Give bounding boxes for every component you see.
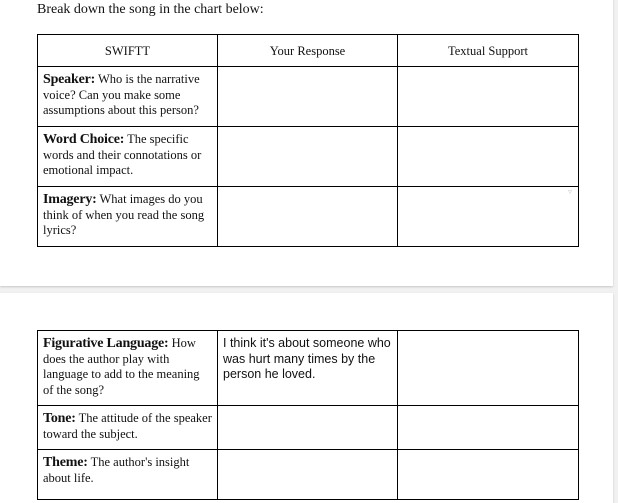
table-row (38, 187, 579, 247)
prompt-cell-word-choice (38, 127, 218, 187)
term-label: Figurative Language: (43, 336, 169, 351)
header-textual-support: Textual Support (398, 35, 579, 67)
prompt-cell-theme (38, 450, 218, 500)
header-your-response: Your Response (218, 35, 398, 67)
term-description: The attitude of the speaker toward the subject. (43, 411, 212, 441)
instructions-text: Break down the song in the chart below: (37, 2, 264, 17)
cell-menu-icon[interactable]: ▿ (568, 187, 573, 196)
term-description: What images do you think of when you read the song lyrics? (43, 192, 205, 237)
table-row (38, 331, 579, 406)
term-label: Word Choice: (43, 132, 125, 147)
response-cell-speaker[interactable] (218, 67, 398, 127)
response-cell-tone[interactable] (218, 406, 398, 450)
header-swiftt: SWIFTT (38, 35, 218, 67)
table-row (38, 127, 579, 187)
support-cell-imagery[interactable] (398, 187, 579, 247)
term-description: How does the author play with language to add to the meaning of the song? (43, 336, 200, 397)
table-row (38, 67, 579, 127)
table-row (38, 450, 579, 500)
support-cell-figurative-language[interactable] (398, 331, 579, 406)
term-label: Tone: (43, 411, 76, 426)
term-description: The specific words and their connotations or emotional impact. (43, 132, 202, 177)
term-label: Speaker: (43, 72, 96, 87)
swiftt-table-part-1 (37, 34, 579, 247)
prompt-cell-imagery (38, 187, 218, 247)
prompt-cell-speaker (38, 67, 218, 127)
response-cell-figurative-language[interactable]: I think it's about someone who was hurt many times by the person he loved. (218, 331, 398, 406)
term-label: Imagery: (43, 192, 97, 207)
response-cell-imagery[interactable] (218, 187, 398, 247)
swiftt-table-part-2 (37, 330, 579, 500)
response-cell-word-choice[interactable] (218, 127, 398, 187)
prompt-cell-tone (38, 406, 218, 450)
support-cell-word-choice[interactable] (398, 127, 579, 187)
document-page-2 (0, 293, 613, 503)
prompt-cell-figurative-language (38, 331, 218, 406)
response-cell-theme[interactable] (218, 450, 398, 500)
table-row (38, 406, 579, 450)
term-label: Theme: (43, 455, 88, 470)
term-description: The author's insight about life. (43, 455, 190, 485)
term-description: Who is the narrative voice? Can you make some assumptions about this person? (43, 72, 200, 117)
support-cell-tone[interactable] (398, 406, 579, 450)
support-cell-theme[interactable] (398, 450, 579, 500)
support-cell-speaker[interactable] (398, 67, 579, 127)
